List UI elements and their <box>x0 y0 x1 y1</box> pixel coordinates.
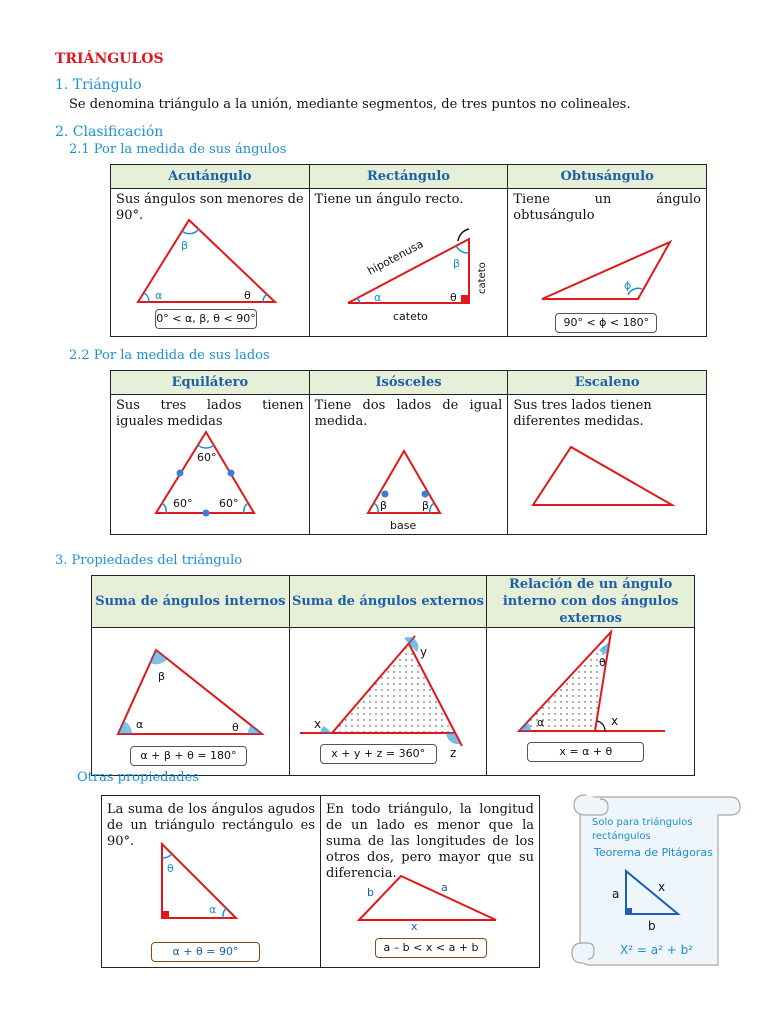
theta-label: θ <box>449 291 457 304</box>
isosceles-triangle <box>368 451 440 513</box>
cateto-vertical-label: cateto <box>476 262 488 294</box>
scroll-line-1: Solo para triángulos <box>592 817 693 828</box>
cell-inequality <box>321 796 540 968</box>
angle-60-right: 60° <box>219 497 239 510</box>
dotted-interior <box>332 644 454 733</box>
phi-label: ϕ <box>624 279 632 292</box>
triangle <box>359 876 496 920</box>
cell-rectangulo <box>309 189 508 337</box>
obtuse-formula: 90° < ϕ < 180° <box>555 313 657 333</box>
subsection-2-2-heading: 2.2 Por la medida de sus lados <box>69 348 270 363</box>
tick-base <box>203 510 210 517</box>
header-internal-sum: Suma de ángulos internos <box>92 576 290 628</box>
beta-label: β <box>452 257 460 270</box>
obtusangulo-text: Tiene un ángulo obtusángulo <box>513 192 701 223</box>
angle-60-top: 60° <box>197 451 217 464</box>
scroll-a-label: a <box>612 887 620 901</box>
section-3-heading: 3. Propiedades del triángulo <box>55 553 243 568</box>
external-sum-formula: x + y + z = 360° <box>320 744 437 764</box>
page-title: TRIÁNGULOS <box>55 51 164 67</box>
other-properties-table <box>101 795 540 968</box>
header-equilatero: Equilátero <box>111 371 310 395</box>
inequality-formula: a – b < x < a + b <box>375 938 487 958</box>
alpha-label: α <box>136 718 144 731</box>
b-label: b <box>367 886 374 899</box>
acutangulo-text: Sus ángulos son menores de 90°. <box>116 192 304 223</box>
isosceles-figure <box>310 395 508 535</box>
alpha-arc <box>223 908 226 918</box>
a-label: a <box>441 881 448 894</box>
cateto-horizontal-label: cateto <box>392 310 428 323</box>
obtuse-triangle <box>542 242 670 299</box>
right-angle-mark <box>626 908 632 914</box>
cell-escaleno <box>508 395 707 535</box>
header-external-sum: Suma de ángulos externos <box>289 576 487 628</box>
acute-sum-formula: α + θ = 90° <box>151 942 260 962</box>
acute-sum-text: La suma de los ángulos agudos de un triángulo rectángulo es 90°. <box>107 802 315 849</box>
equilateral-figure <box>111 395 309 535</box>
cell-internal-sum <box>92 628 290 776</box>
theta-label: θ <box>232 721 239 734</box>
theta-label: θ <box>599 656 607 669</box>
x-sector <box>320 726 332 733</box>
hipotenusa-label: hipotenusa <box>364 237 426 278</box>
alpha-label: α <box>209 903 217 916</box>
beta-arc <box>456 246 469 253</box>
sides-table <box>110 370 707 535</box>
left-angle-arc <box>162 503 166 513</box>
tick-right-side <box>228 470 235 477</box>
properties-table <box>91 575 695 776</box>
acute-formula: 0° < α, β, θ < 90° <box>155 309 257 329</box>
alpha-label: α <box>155 289 163 302</box>
theta-sector <box>248 725 262 734</box>
cell-external-sum <box>289 628 487 776</box>
right-angle-mark <box>162 911 169 918</box>
header-isosceles: Isósceles <box>309 371 508 395</box>
scroll-b-label: b <box>648 919 656 933</box>
y-label: y <box>419 645 427 659</box>
triangle <box>162 844 236 918</box>
section-1-heading: 1. Triángulo <box>55 77 142 93</box>
inequality-text: En todo triángulo, la longitud de un lado es menor que la suma de las longitudes de los otros dos, pero mayor que su diferencia. <box>326 802 534 881</box>
header-relation: Relación de un ángulo interno con dos ángulos externos <box>487 576 695 628</box>
right-beta-arc <box>429 503 433 513</box>
pythagoras-formula: X² = a² + b² <box>620 943 693 957</box>
beta-label: β <box>181 239 189 252</box>
cell-isosceles <box>309 395 508 535</box>
isosceles-text: Tiene dos lados de igual medida. <box>314 398 503 429</box>
angle-60-left: 60° <box>173 497 193 510</box>
scroll-line-3: Teorema de Pitágoras <box>594 846 713 859</box>
tick-right-side <box>421 491 428 498</box>
relation-formula: x = α + θ <box>527 742 644 762</box>
equilateral-triangle <box>156 432 254 513</box>
x-label: x <box>313 717 321 731</box>
right-angle-mark <box>461 295 469 303</box>
tick-left-side <box>381 491 388 498</box>
section-2-heading: 2. Clasificación <box>55 124 164 140</box>
alpha-label: α <box>537 716 545 729</box>
base-label: base <box>389 519 416 532</box>
internal-sum-formula: α + β + θ = 180° <box>130 746 247 766</box>
x-arc <box>597 721 605 731</box>
alpha-label: α <box>373 291 381 304</box>
beta-left-label: β <box>379 499 387 512</box>
scroll-note <box>560 785 745 975</box>
tick-left-side <box>177 470 184 477</box>
cell-relation <box>487 628 695 776</box>
rectangulo-text: Tiene un ángulo recto. <box>314 192 464 207</box>
right-triangle-figure <box>310 189 508 337</box>
z-label: z <box>449 746 456 760</box>
angles-table <box>110 164 707 337</box>
scroll-x-label: x <box>658 880 666 894</box>
theta-label: θ <box>244 289 251 302</box>
scalene-figure <box>508 395 706 535</box>
beta-label: β <box>158 670 166 683</box>
header-escaleno: Escaleno <box>508 371 707 395</box>
scroll-line-2: rectángulos <box>592 831 651 842</box>
equilatero-text: Sus tres lados tienen iguales medidas <box>116 398 304 429</box>
alpha-arc <box>144 293 149 302</box>
x-label: x <box>611 714 619 728</box>
header-rectangulo: Rectángulo <box>309 165 508 189</box>
x-label: x <box>411 920 418 933</box>
section-1-text: Se denomina triángulo a la unión, mediante segmentos, de tres puntos no colineales. <box>69 97 631 112</box>
header-obtusangulo: Obtusángulo <box>508 165 707 189</box>
theta-arc <box>263 294 267 302</box>
cell-acutangulo <box>111 189 310 337</box>
escaleno-text: Sus tres lados tienen diferentes medidas. <box>513 398 652 429</box>
otras-heading: Otras propiedades <box>77 770 199 785</box>
header-acutangulo: Acutángulo <box>111 165 310 189</box>
beta-right-label: β <box>421 499 429 512</box>
top-angle-arc <box>198 445 214 448</box>
beta-arc <box>182 229 199 234</box>
right-angle-arc <box>244 503 248 513</box>
cell-obtusangulo <box>508 189 707 337</box>
cell-acute-sum <box>102 796 321 968</box>
subsection-2-1-heading: 2.1 Por la medida de sus ángulos <box>69 142 287 157</box>
theta-arc <box>162 854 172 858</box>
theta-label: θ <box>167 862 174 875</box>
cell-equilatero <box>111 395 310 535</box>
left-beta-arc <box>374 503 378 513</box>
scalene-triangle <box>533 447 672 505</box>
